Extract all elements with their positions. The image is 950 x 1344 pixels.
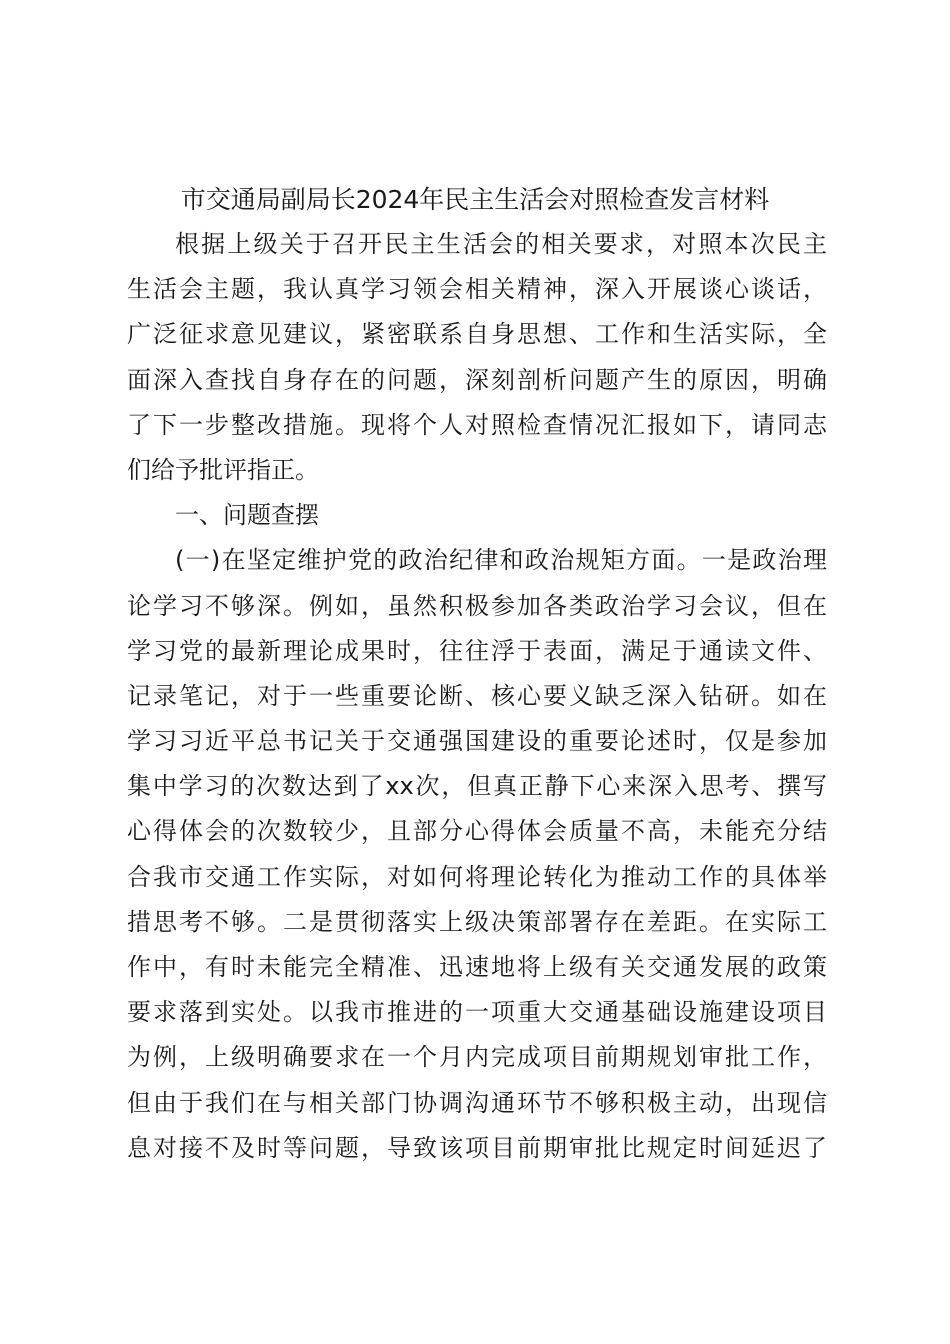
- paragraph-line: 面深入查找自身存在的问题，深刻剖析问题产生的原因，明确: [127, 365, 827, 394]
- paragraph-line: 作中，有时未能完全精准、迅速地将上级有关交通发展的政策: [127, 953, 827, 981]
- paragraph-line: 为例，上级明确要求在一个月内完成项目前期规划审批工作，: [127, 1043, 827, 1072]
- paragraph-line: 集中学习的次数达到了xx次，但真正静下心来深入思考、撰写: [127, 772, 827, 801]
- paragraph-line: 学习党的最新理论成果时，往往浮于表面，满足于通读文件、: [127, 636, 827, 665]
- paragraph-line: (一)在坚定维护党的政治纪律和政治规矩方面。一是政治理: [175, 546, 827, 575]
- paragraph-line: 要求落到实处。以我市推进的一项重大交通基础设施建设项目: [127, 998, 827, 1027]
- section-heading: 一、问题查摆: [175, 501, 319, 530]
- paragraph-line: 生活会主题，我认真学习领会相关精神，深入开展谈心谈话，: [127, 275, 827, 304]
- paragraph-line: 心得体会的次数较少，且部分心得体会质量不高，未能充分结: [127, 817, 827, 846]
- paragraph-line: 论学习不够深。例如，虽然积极参加各类政治学习会议，但在: [127, 591, 827, 620]
- paragraph-line: 措思考不够。二是贯彻落实上级决策部署存在差距。在实际工: [127, 907, 827, 936]
- document-body: [127, 222, 827, 1171]
- document-title: 市交通局副局长2024年民主生活会对照检查发言材料: [180, 185, 770, 214]
- paragraph-line: 根据上级关于召开民主生活会的相关要求，对照本次民主: [175, 230, 827, 258]
- paragraph-line: 合我市交通工作实际，对如何将理论转化为推动工作的具体举: [127, 862, 827, 891]
- paragraph-line: 息对接不及时等问题，导致该项目前期审批比规定时间延迟了: [127, 1133, 827, 1162]
- paragraph-line: 记录笔记，对于一些重要论断、核心要义缺乏深入钻研。如在: [127, 681, 827, 710]
- paragraph-line: 了下一步整改措施。现将个人对照检查情况汇报如下，请同志: [127, 410, 827, 439]
- paragraph-line: 学习习近平总书记关于交通强国建设的重要论述时，仅是参加: [127, 727, 827, 756]
- paragraph-line: 但由于我们在与相关部门协调沟通环节不够积极主动，出现信: [127, 1088, 827, 1117]
- paragraph-line: 们给予批评指正。: [127, 455, 319, 484]
- paragraph-line: 广泛征求意见建议，紧密联系自身思想、工作和生活实际，全: [127, 320, 827, 349]
